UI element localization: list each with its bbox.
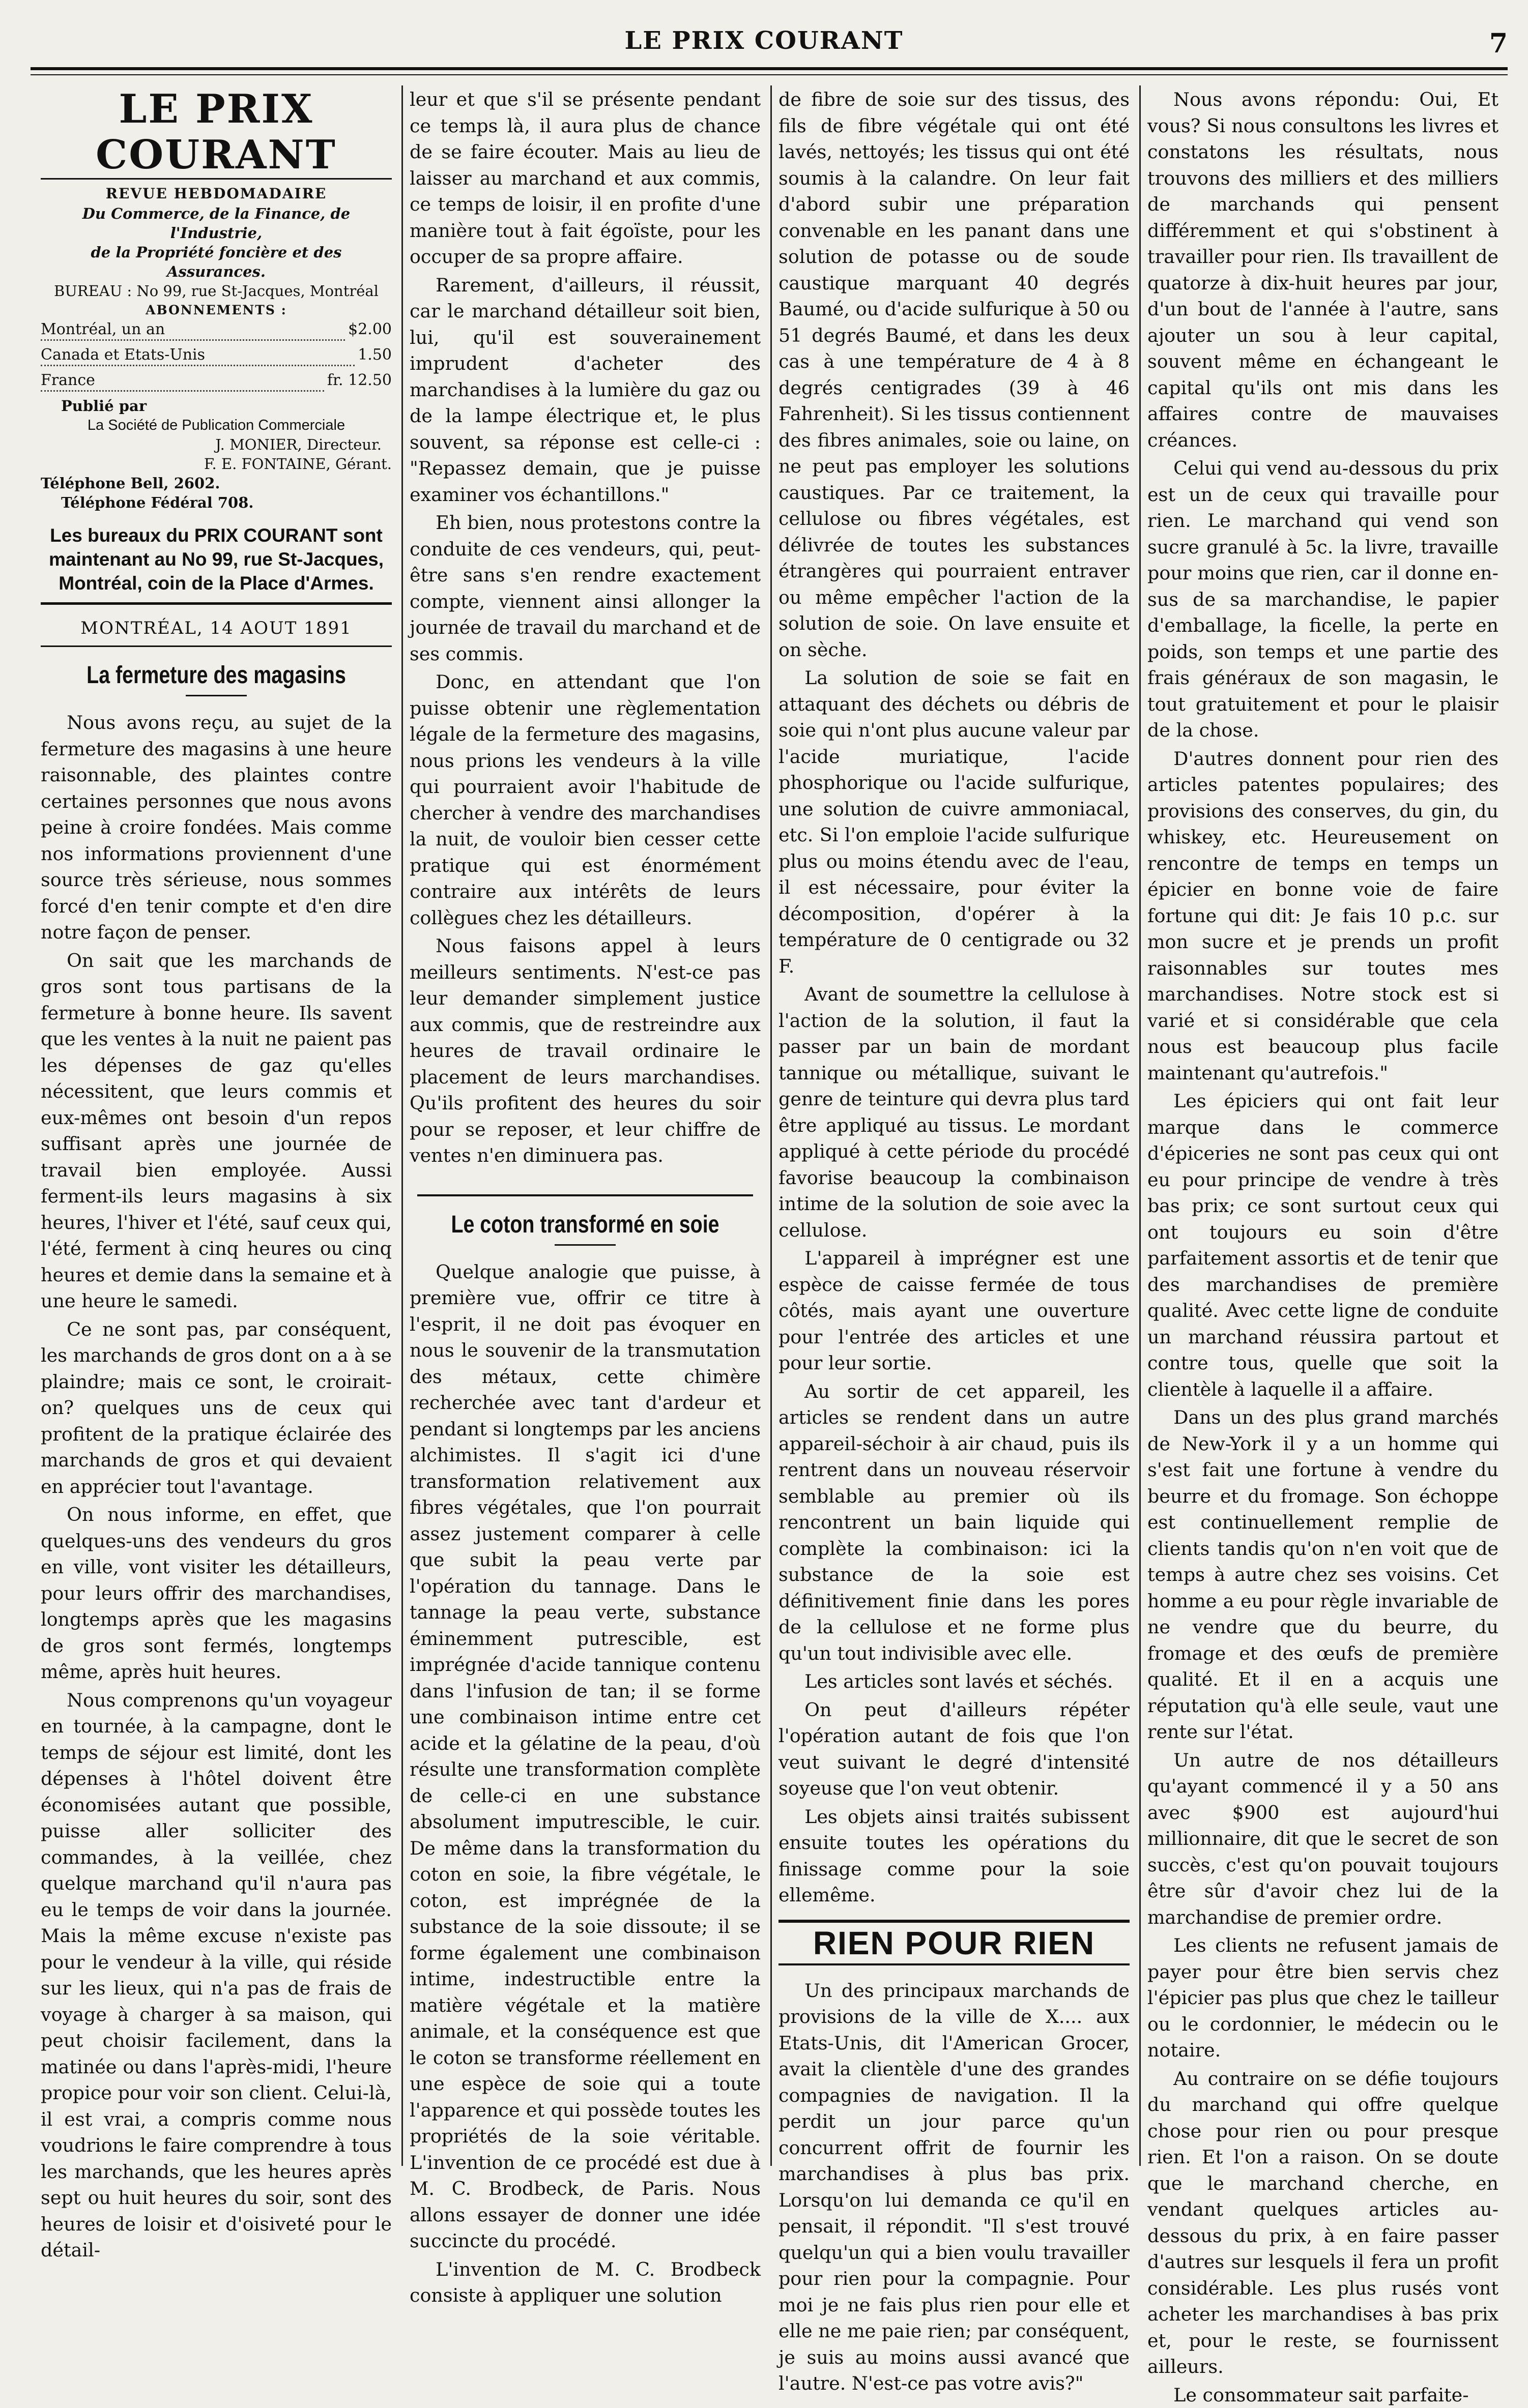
paragraph: Le consommateur sait parfaite- xyxy=(1147,2382,1498,2408)
paragraph: L'appareil à imprégner est une espèce de caisse fermée de tous côtés, mais ayant une ouverture pour l'entrée des articles et une pour leur sortie. xyxy=(779,1245,1130,1376)
article-title: Le coton transformé en soie xyxy=(441,1210,729,1240)
article-headline: RIEN POUR RIEN xyxy=(779,1920,1130,1965)
phone-bell: Téléphone Bell, 2602. xyxy=(41,474,392,493)
article-title: La fermeture des magasins xyxy=(72,660,360,691)
page-number: 7 xyxy=(1489,28,1508,59)
paragraph: On sait que les marchands de gros sont tous partisans de la fermeture à bonne heure. Ils savent que les ventes à la nuit ne paient pas les dépenses de gaz qu'elles nécessitent, que leurs commis et eux-mêmes ont besoin d'un repos suffisant après une journée de travail bien employée. Aussi ferment-ils leurs magasins à six heures, l'hiver et l'été, sauf ceux qui, l'été, ferment à cinq heures ou cinq heures et demie dans la semaine et à une heure le samedi. xyxy=(41,948,392,1314)
column-rule xyxy=(1139,85,1141,2166)
column-2 xyxy=(410,86,761,2162)
published-by-label: Publié par xyxy=(41,396,392,416)
subscription-label: Montréal, un an xyxy=(41,320,345,341)
masthead-tagline: Du Commerce, de la Finance, de l'Industrie, xyxy=(41,204,392,243)
paragraph: Nous avons reçu, au sujet de la fermeture des magasins à une heure raisonnable, des plaintes contre certaines personnes que nous avons peine à croire fondées. Mais comme nos informations proviennent d'une source très sérieuse, nous sommes forcé d'en tenir compte et d'en dire notre façon de penser. xyxy=(41,710,392,946)
title-rule xyxy=(186,695,247,696)
column-1 xyxy=(41,86,392,2162)
office-notice: Les bureaux du PRIX COURANT sont maintenant au No 99, rue St-Jacques, Montréal, coin de la Place d'Armes. xyxy=(41,523,392,605)
top-rule xyxy=(31,67,1508,70)
director: J. MONIER, Directeur. xyxy=(41,435,392,454)
paragraph: Les clients ne refusent jamais de payer pour être bien servis chez l'épicier pas plus que chez le tailleur ou le cordonnier, le médecin ou le notaire. xyxy=(1147,1932,1498,2064)
paragraph: Rarement, d'ailleurs, il réussit, car le marchand détailleur soit bien, lui, qu'il est souverainement imprudent d'acheter des marchandises à la lumière du gaz ou de la lampe électrique et, le plus souvent, sa réponse est celle-ci : "Repassez demain, que je puisse examiner vos échantillons." xyxy=(410,272,761,508)
masthead-subtitle: REVUE HEBDOMADAIRE xyxy=(41,184,392,204)
column-3 xyxy=(779,86,1130,2162)
paragraph: On nous informe, en effet, que quelques-uns des vendeurs du gros en ville, vont visiter les détailleurs, pour leurs offrir des marchandises, longtemps après que les magasins de gros sont fermés, longtemps même, après huit heures. xyxy=(41,1502,392,1685)
paragraph: Un autre de nos détailleurs qu'ayant commencé il y a 50 ans avec $900 est aujourd'hui millionnaire, dit que le secret de son succès, c'est qu'on pouvait toujours être sûr d'avoir chez lui de la marchandise de premier ordre. xyxy=(1147,1747,1498,1931)
article-separator xyxy=(417,1194,753,1196)
subscription-label: Canada et Etats-Unis xyxy=(41,345,355,366)
running-title: LE PRIX COURANT xyxy=(0,26,1528,67)
column-rule xyxy=(401,85,403,2166)
paragraph: L'invention de M. C. Brodbeck consiste à appliquer une solution xyxy=(410,2256,761,2309)
publisher: La Société de Publication Commerciale xyxy=(41,416,392,435)
paragraph: Nous comprenons qu'un voyageur en tournée, à la campagne, dont le temps de séjour est limité, dont les dépenses à l'hôtel doivent être économisées autant que possible, puisse aller solliciter des commandes, à la veillée, chez quelque marchand qu'il n'aura pas eu le temps de voir dans la journée. Mais la même excuse n'existe pas pour le vendeur à la ville, qui réside sur les lieux, qui n'a pas de frais de voyage à charger à sa maison, qui peut choisir facilement, dans la matinée ou dans l'après-midi, l'heure propice pour voir son client. Celui-là, il est vrai, a compris comme nous voudrions le faire comprendre à tous les marchands, que les heures après sept ou huit heures du soir, sont des heures de loisir et d'oisiveté pour le détail- xyxy=(41,1687,392,2264)
manager: F. E. FONTAINE, Gérant. xyxy=(41,454,392,474)
paragraph: Au sortir de cet appareil, les articles se rendent dans un autre appareil-séchoir à air chaud, puis ils rentrent dans un nouveau réservoir semblable au premier où ils rencontrent un bain liquide qui complète la combinaison: ici la substance de la soie est définitivement finie dans les pores de la cellulose et ne forme plus qu'un tout indivisible avec elle. xyxy=(779,1378,1130,1667)
paragraph: Celui qui vend au-dessous du prix est un de ceux qui travaille pour rien. Le marchand qui vend son sucre granulé à 5c. la livre, travaille pour moins que rien, car il donne en-sus de sa marchandise, le papier d'emballage, la ficelle, la perte en poids, son temps et une partie des frais généraux de son magasin, le tout gratuitement et pour le plaisir de la chose. xyxy=(1147,455,1498,744)
paragraph: D'autres donnent pour rien des articles patentes populaires; des provisions des conserves, du gin, du whiskey, etc. Heureusement on rencontre de temps en temps un épicier en bonne voie de faire fortune qui dit: Je fais 10 p.c. sur mon sucre et je prends un profit raisonnables sur toutes mes marchandises. Notre stock est si varié et si considérable que cela nous est beaucoup plus facile maintenant qu'autrefois." xyxy=(1147,746,1498,1086)
paragraph: Donc, en attendant que l'on puisse obtenir une règlementation légale de la fermeture des magasins, nous prions les vendeurs à la ville qui pourraient avoir l'habitude de chercher à vendre des marchandises la nuit, de vouloir bien cesser cette pratique qui est énormément contraire aux intérêts de leurs collègues chez les détailleurs. xyxy=(410,669,761,931)
paragraph: On peut d'ailleurs répéter l'opération autant de fois que l'on veut suivant le degré d'intensité soyeuse que l'on veut obtenir. xyxy=(779,1697,1130,1802)
subscription-price: 1.50 xyxy=(358,345,392,371)
paragraph: Ce ne sont pas, par conséquent, les marchands de gros dont on a à se plaindre; mais ce sont, le croirait-on? quelques uns de ceux qui profitent de la pratique éclairée des marchands de gros et qui devaient en apprécier tout l'avantage. xyxy=(41,1316,392,1500)
paragraph: Les articles sont lavés et séchés. xyxy=(779,1668,1130,1695)
paragraph: Les objets ainsi traités subissent ensuite toutes les opérations du finissage comme pour la soie ellemême. xyxy=(779,1804,1130,1908)
top-rule-thin xyxy=(31,74,1508,75)
subscription-row xyxy=(41,320,392,345)
subscription-row xyxy=(41,371,392,396)
paragraph: Un des principaux marchands de provisions de la ville de X.... aux Etats-Unis, dit l'American Grocer, avait la clientèle d'une des grandes compagnies de navigation. Il la perdit un jour parce qu'un concurrent offrit de fournir les marchandises à plus bas prix. Lorsqu'on lui demanda ce qu'il en pensait, il répondit. "Il s'est trouvé quelqu'un qui a bien voulu travailler pour rien pour la compagnie. Pour moi je ne fais plus rien pour elle et elle ne me paie rien; par conséquent, je suis au moins aussi avancé que l'autre. N'est-ce pas votre avis?" xyxy=(779,1978,1130,2397)
dateline: MONTRÉAL, 14 AOUT 1891 xyxy=(41,617,392,647)
paragraph: La solution de soie se fait en attaquant des déchets ou débris de soie qui n'ont plus aucune valeur par l'acide muriatique, l'acide phosphorique ou l'acide sulfurique, une solution de cuivre ammoniacal, etc. Si l'on emploie l'acide sulfurique plus ou moins étendu avec de l'eau, il est nécessaire, pour éviter la décomposition, d'opérer à la température de 0 centigrade ou 32 F. xyxy=(779,665,1130,979)
paragraph: Eh bien, nous protestons contre la conduite de ces vendeurs, qui, peut-être sans s'en rendre exactement compte, viennent ainsi allonger la journée de travail du marchand et de ses commis. xyxy=(410,510,761,667)
masthead-bureau: BUREAU : No 99, rue St-Jacques, Montréal xyxy=(41,281,392,301)
subscription-label: France xyxy=(41,371,324,392)
paragraph: Au contraire on se défie toujours du marchand qui offre quelque chose pour rien ou pour presque rien. Et l'on a raison. On se doute que le marchand cherche, en vendant quelques articles au-dessous du prix, à en faire passer d'autres sur lesquels il fera un profit considérable. Les plus rusés vont acheter les marchandises à bas prix et, pour le reste, se fournissent ailleurs. xyxy=(1147,2066,1498,2380)
paragraph: de fibre de soie sur des tissus, des fils de fibre végétale qui ont été lavés, nettoyés; les tissus qui ont été soumis à la calandre. On leur fait d'abord subir une préparation convenable en les panant dans une solution de potasse ou de soude caustique marquant 40 degrés Baumé, ou d'acide sulfurique à 50 ou 51 degrés Baumé, et dans les deux cas à une température de 4 à 8 degrés centigrades (39 à 46 Fahrenheit). Si les tissus contiennent des fibres animales, soie ou laine, on ne peut pas employer les solutions caustiques. Par ce traitement, la cellulose ou fibres végétales, est délivrée de toutes les substances étrangères qui pourraient entraver ou même empêcher l'action de la solution de soie. On lave ensuite et on sèche. xyxy=(779,86,1130,663)
paragraph: leur et que s'il se présente pendant ce temps là, il aura plus de chance de se faire écouter. Mais au lieu de laisser au marchand et aux commis, ce temps de loisir, il en profite d'une manière tout à fait égoïste, pour les occuper de sa propre affaire. xyxy=(410,86,761,270)
column-rule xyxy=(770,85,772,2166)
paragraph: Nous faisons appel à leurs meilleurs sentiments. N'est-ce pas leur demander simplement justice aux commis, que de restreindre aux heures de travail ordinaire le placement de leurs marchandises. Qu'ils profitent des heures du soir pour se reposer, et leur chiffre de ventes n'en diminuera pas. xyxy=(410,933,761,1169)
paragraph: Nous avons répondu: Oui, Et vous? Si nous consultons les livres et constatons les résultats, nous trouvons des milliers et des milliers de marchands qui pensent différemment et qui s'obstinent à travailler pour rien. Ils travaillent de quatorze à dix-huit heures par jour, d'un bout de l'année à l'autre, sans ajouter un sou à leur capital, souvent même en échangeant le capital qu'ils ont mis dans les affaires contre de mauvaises créances. xyxy=(1147,86,1498,453)
title-rule xyxy=(555,1244,616,1246)
column-4 xyxy=(1147,86,1498,2162)
subscription-price: $2.00 xyxy=(348,320,392,345)
subscription-price: fr. 12.50 xyxy=(327,371,392,396)
paragraph: Quelque analogie que puisse, à première vue, offrir ce titre à l'esprit, il ne doit pas évoquer en nous le souvenir de la transmutation des métaux, cette chimère recherchée avec tant d'ardeur et pendant si longtemps par les anciens alchimistes. Il s'agit ici d'une transformation relativement aux fibres végétales, que l'on pourrait assez justement comparer à celle que subit la peau verte par l'opération du tannage. Dans le tannage la peau verte, substance éminemment putrescible, est imprégnée d'acide tannique contenu dans l'infusion de tan; il se forme une combinaison intime entre cet acide et la gélatine de la peau, d'où résulte une transformation complète de celle-ci en une substance absolument imputrescible, le cuir. De même dans la transformation du coton en soie, la fibre végétale, le coton, est imprégnée de la substance de la soie dissoute; il se forme également une combinaison intime, indestructible entre la matière végétale et la matière animale, et la conséquence est que le coton se transforme réellement en une espèce de soie qui a toute l'apparence et qui possède toutes les propriétés de la soie véritable. L'invention de ce procédé est due à M. C. Brodbeck, de Paris. Nous allons essayer de donner une idée succincte du procédé. xyxy=(410,1259,761,2254)
paragraph: Les épiciers qui ont fait leur marque dans le commerce d'épiceries ne sont pas ceux qui ont eu pour principe de vendre à très bas prix; ce sont surtout ceux qui ont toujours eu soin d'être parfaitement assortis et de tenir que des marchandises de première qualité. Avec cette ligne de conduite un marchand réussira partout et contre tous, quelle que soit la clientèle à laquelle il a affaire. xyxy=(1147,1088,1498,1402)
masthead-tagline: de la Propriété foncière et des Assurances. xyxy=(41,243,392,281)
paragraph: Avant de soumettre la cellulose à l'action de la solution, il faut la passer par un bain de mordant tannique ou métallique, suivant le genre de teinture qui devra plus tard être appliqué au tissus. Le mordant appliqué à cette période du procédé favorise beaucoup la combinaison intime de la solution de soie avec la cellulose. xyxy=(779,981,1130,1243)
phone-federal: Téléphone Fédéral 708. xyxy=(41,493,392,512)
subscription-row xyxy=(41,345,392,371)
masthead-title: LE PRIX COURANT xyxy=(41,86,392,180)
paragraph: Dans un des plus grand marchés de New-York il y a un homme qui s'est fait une fortune à vendre du beurre et du fromage. Son échoppe est continuellement remplie de clients tandis qu'on n'en voit que de temps à autre chez ses voisins. Cet homme a eu pour règle invariable de ne vendre que du beurre, du fromage et des œufs de première qualité. Et il en a acquis une réputation qu'à elle seule, vaut une rente sur l'état. xyxy=(1147,1404,1498,1745)
subscriptions-heading: ABONNEMENTS : xyxy=(41,301,392,320)
